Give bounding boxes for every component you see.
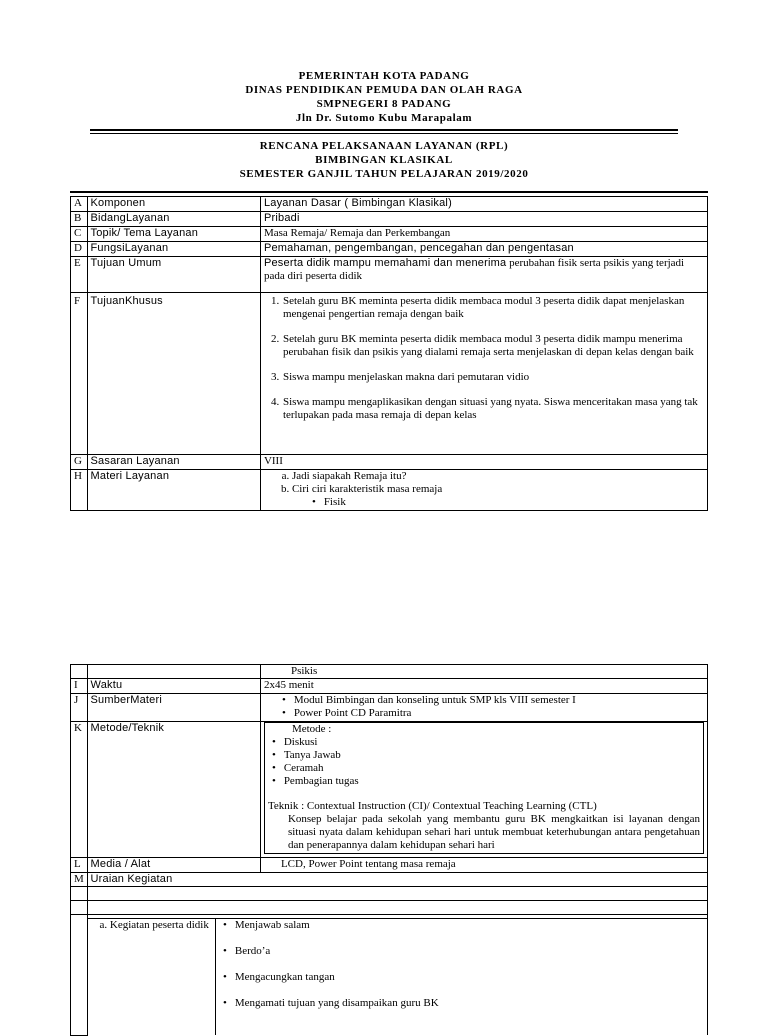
list-item: • Berdo’a (237, 945, 704, 958)
row-letter: G (71, 455, 88, 470)
title-rule (70, 191, 708, 193)
kegiatan-list (219, 919, 704, 1010)
list-item: • Mengamati tujuan yang disampaikan guru BK (237, 997, 704, 1010)
letterhead-line-1: PEMERINTAH KOTA PADANG (298, 70, 470, 82)
table-row (71, 679, 708, 694)
row-letter: F (71, 293, 88, 455)
materi-continued: Psikis (260, 665, 707, 679)
metode-heading: Metode : (291, 723, 332, 735)
row-label: Tujuan Umum (87, 257, 260, 293)
sumber-list (264, 694, 704, 720)
letterhead-line-3: SMPNEGERI 8 PADANG (316, 98, 452, 110)
row-label (87, 665, 260, 679)
table-row (71, 873, 708, 887)
row-label: Uraian Kegiatan (87, 873, 707, 887)
kegiatan-label: a. Kegiatan peserta didik (88, 919, 216, 1036)
row-label: Komponen (87, 197, 260, 212)
document-title-1: RENCANA PELAKSANAAN LAYANAN (RPL) (259, 140, 509, 152)
row-value: VIII (260, 455, 707, 470)
table-row (71, 722, 708, 858)
row-letter: I (71, 679, 88, 694)
kegiatan-table (88, 918, 707, 1035)
tujuan-khusus-cell (260, 293, 707, 455)
row-letter (71, 887, 88, 901)
table-row (71, 915, 708, 1036)
teknik-text: Teknik : Contextual Instruction (CI)/ Contextual Teaching Learning (CTL) (267, 800, 597, 812)
row-label: TujuanKhusus (87, 293, 260, 455)
rpl-table-part-2 (70, 664, 708, 1036)
metode-cell (260, 722, 707, 858)
table-row (71, 197, 708, 212)
list-item: 1. Setelah guru BK meminta peserta didik membaca modul 3 peserta didik dapat menjelaskan mengenai pengertian remaja dengan baik (282, 295, 704, 321)
materi-cell (260, 470, 707, 511)
row-letter: B (71, 212, 88, 227)
list-item: • Power Point CD Paramitra (296, 707, 704, 720)
materi-sublist (264, 496, 704, 509)
row-label: Sasaran Layanan (87, 455, 260, 470)
table-row (71, 293, 708, 455)
list-item: 3. Siswa mampu menjelaskan makna dari pemutaran vidio (282, 371, 704, 384)
list-item: • Ceramah (286, 762, 700, 775)
row-letter (71, 665, 88, 679)
list-item: • Mengacungkan tangan (237, 971, 704, 984)
list-item: • Diskusi (286, 736, 700, 749)
list-item: • Modul Bimbingan dan konseling untuk SMP kls VIII semester I (296, 694, 704, 707)
list-item: • Pembagian tugas (286, 775, 700, 788)
metode-list (268, 736, 700, 788)
table-row (88, 919, 707, 1036)
spacer (268, 788, 700, 800)
row-value: Pribadi (260, 212, 707, 227)
row-label: BidangLayanan (87, 212, 260, 227)
table-row (71, 242, 708, 257)
table-row (71, 212, 708, 227)
table-row (71, 901, 708, 915)
rpl-table-part-1 (70, 196, 708, 511)
blank-cell (87, 901, 707, 915)
row-value: Masa Remaja/ Remaja dan Perkembangan (260, 227, 707, 242)
row-letter: M (71, 873, 88, 887)
row-letter: C (71, 227, 88, 242)
tujuan-khusus-list (264, 295, 704, 422)
row-value (260, 257, 707, 293)
letterhead-rule-thick (90, 129, 678, 131)
table-row (71, 858, 708, 873)
table-row (71, 257, 708, 293)
metode-box (264, 722, 704, 854)
document-title-3: SEMESTER GANJIL TAHUN PELAJARAN 2019/2020 (239, 168, 529, 180)
kegiatan-cell (87, 915, 707, 1036)
row-letter: L (71, 858, 88, 873)
row-letter: H (71, 470, 88, 511)
letterhead-address: Jln Dr. Sutomo Kubu Marapalam (295, 112, 473, 124)
row-letter: K (71, 722, 88, 858)
row-label: Media / Alat (87, 858, 260, 873)
sumber-cell (260, 694, 707, 722)
table-row (71, 470, 708, 511)
table-row (71, 227, 708, 242)
tujuan-umum-part-1: Peserta didik mampu memahami dan menerima (263, 257, 507, 269)
row-value: 2x45 menit (260, 679, 707, 694)
row-letter (71, 901, 88, 915)
letterhead-line-2: DINAS PENDIDIKAN PEMUDA DAN OLAH RAGA (245, 84, 523, 96)
kegiatan-list-cell (216, 919, 707, 1036)
row-value: Pemahaman, pengembangan, pencegahan dan pengentasan (260, 242, 707, 257)
list-item: 4. Siswa mampu mengaplikasikan dengan situasi yang nyata. Siswa menceritakan masa yang tak terlupakan pada masa remaja di depan kelas (282, 396, 704, 422)
list-item: • Fisik (326, 496, 704, 509)
list-item: a. Jadi siapakah Remaja itu? (292, 470, 704, 483)
table-row (71, 887, 708, 901)
row-label: Materi Layanan (87, 470, 260, 511)
list-item: • Tanya Jawab (286, 749, 700, 762)
materi-list (264, 470, 704, 496)
row-label: Waktu (87, 679, 260, 694)
tujuan-umum-part-2: perubahan fisik serta psikis yang terjadi pada diri peserta didik (263, 257, 685, 282)
row-letter: E (71, 257, 88, 293)
row-value: Layanan Dasar ( Bimbingan Klasikal) (260, 197, 707, 212)
row-label: Metode/Teknik (87, 722, 260, 858)
table-row (71, 665, 708, 679)
list-item: b. Ciri ciri karakteristik masa remaja (292, 483, 704, 496)
konsep-text: Konsep belajar pada sekolah yang membantu guru BK mengkaitkan isi layanan dengan situasi nyata dalam kehidupan sehari hari untuk membuat keterhubungan antara pengetahuan dan penerapannya dalam kehidupan sehari hari (287, 813, 700, 851)
blank-cell (87, 887, 707, 901)
list-item: • Menjawab salam (237, 919, 704, 932)
row-letter: D (71, 242, 88, 257)
list-item: 2. Setelah guru BK meminta peserta didik membaca modul 3 peserta didik mampu menerima perubahan fisik dan psikis yang dialami remaja serta menjelaskan di depan kelas dengan baik (282, 333, 704, 359)
row-letter (71, 915, 88, 1036)
row-label: FungsiLayanan (87, 242, 260, 257)
letterhead-rule-thin (90, 133, 678, 134)
table-row (71, 455, 708, 470)
row-letter: A (71, 197, 88, 212)
row-label: Topik/ Tema Layanan (87, 227, 260, 242)
row-label: SumberMateri (87, 694, 260, 722)
table-row (71, 694, 708, 722)
row-letter: J (71, 694, 88, 722)
document-title-2: BIMBINGAN KLASIKAL (315, 154, 453, 166)
row-value: LCD, Power Point tentang masa remaja (260, 858, 707, 873)
